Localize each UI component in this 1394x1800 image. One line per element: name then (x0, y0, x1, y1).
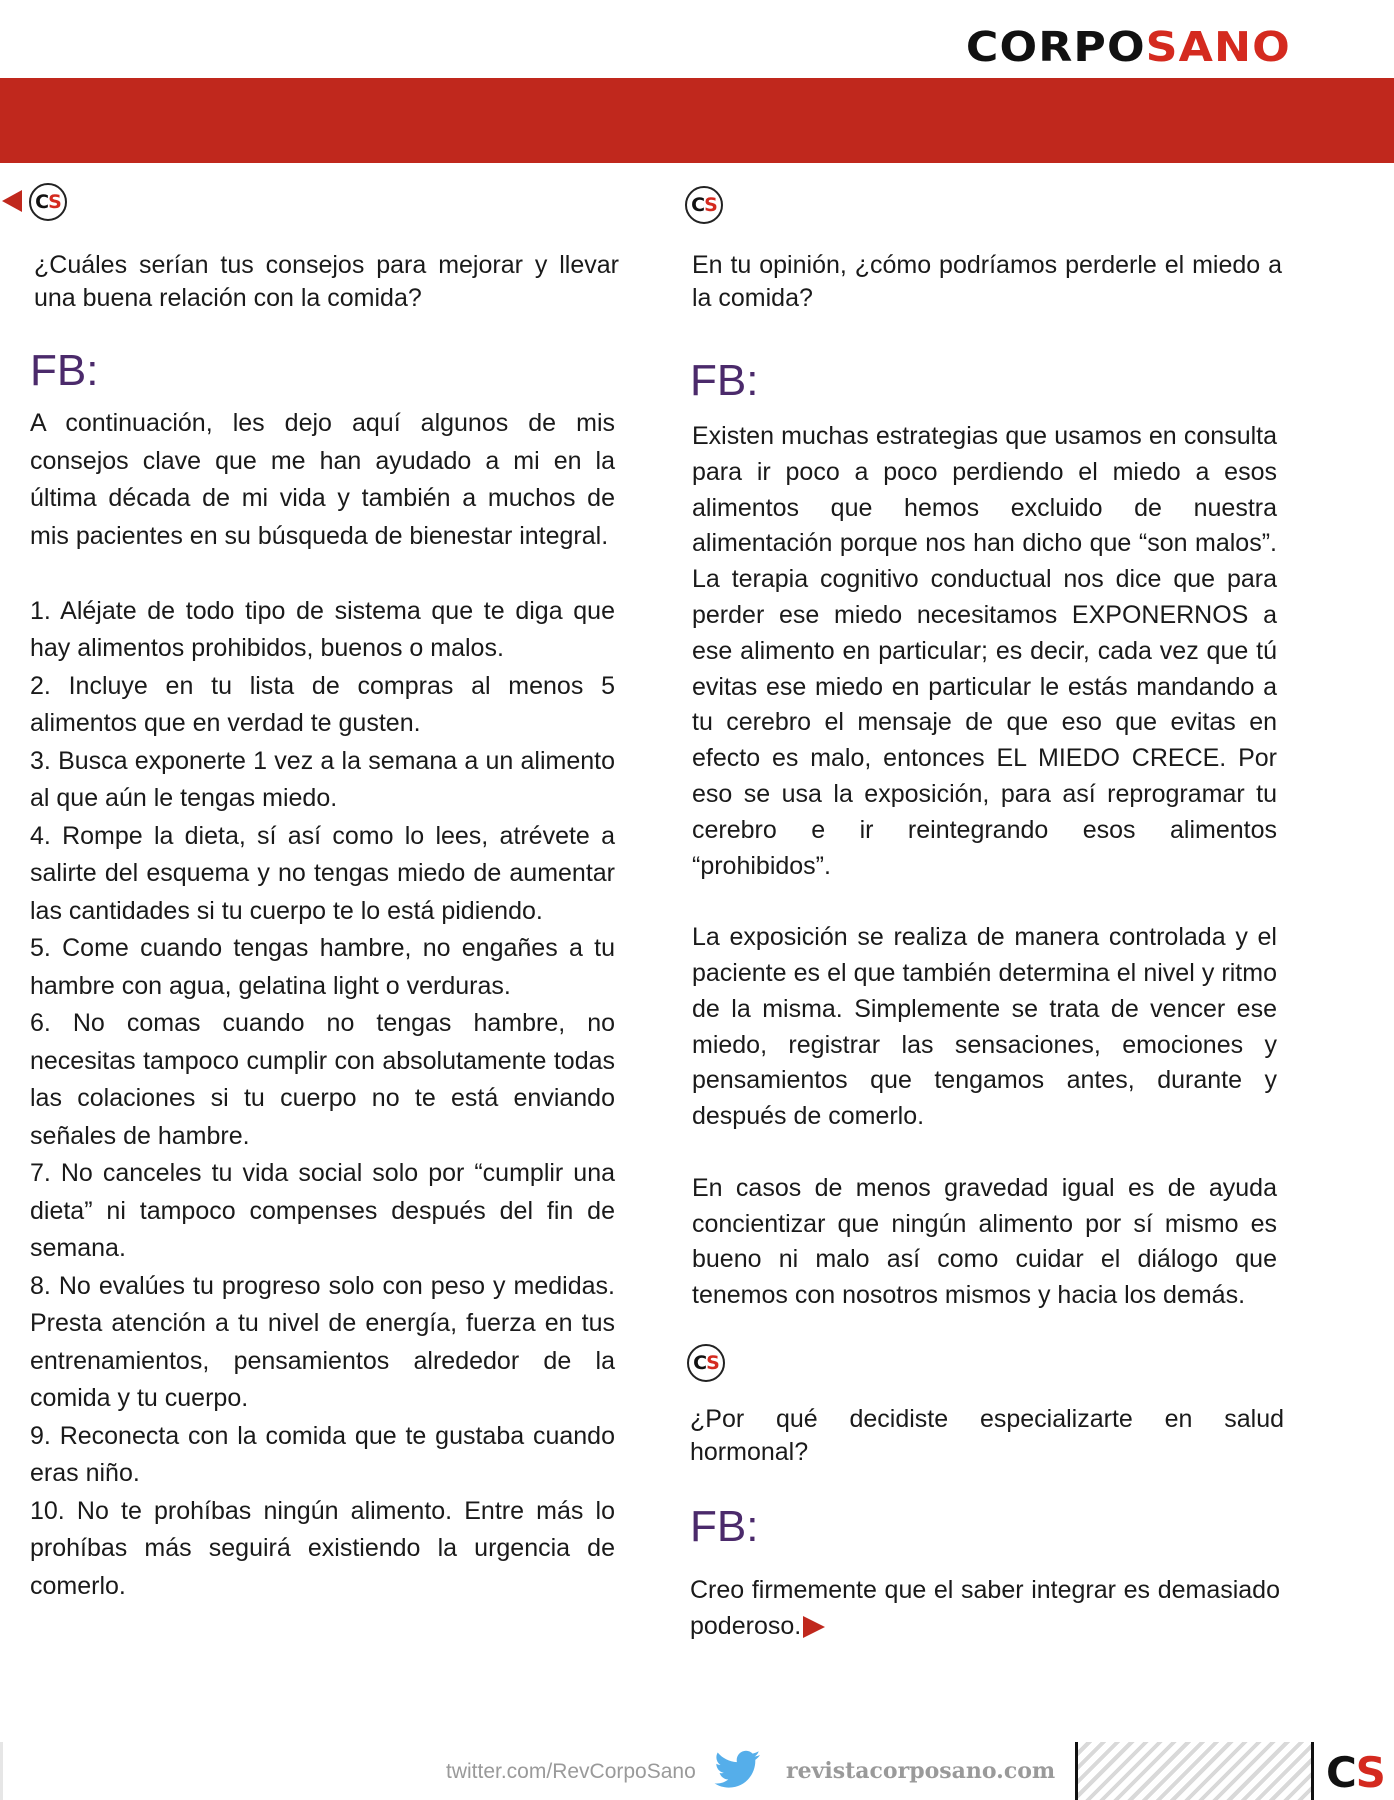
footer (0, 1742, 1394, 1800)
right-answer-label-1: FB: (690, 356, 759, 405)
left-question: ¿Cuáles serían tus consejos para mejorar y llevar una buena relación con la comida? (34, 251, 619, 312)
list-item: 7. No canceles tu vida social solo por “cumplir una dieta” ni tampoco compenses después del fin de semana. (30, 1159, 615, 1262)
right-answer-2-text: Creo firmemente que el saber integrar es demasiado poderoso. (690, 1576, 1280, 1640)
footer-website-link[interactable]: revistacorposano.com (786, 1758, 1056, 1784)
right-answer-label-2: FB: (690, 1502, 759, 1551)
cs-badge-icon: C S (685, 186, 723, 224)
list-item: 9. Reconecta con la comida que te gustaba cuando eras niño. (30, 1421, 615, 1487)
list-item: 5. Come cuando tengas hambre, no engañes a tu hambre con agua, gelatina light o verduras. (30, 934, 615, 1000)
list-item: 2. Incluye en tu lista de compras al menos 5 alimentos que en verdad te gusten. (30, 671, 615, 737)
right-question-2: ¿Por qué decidiste especializarte en salud hormonal? (690, 1405, 1284, 1466)
brand-logo: CORPOSANO (966, 23, 1291, 71)
cs-badge-icon: C S (29, 183, 67, 221)
right-answer-body (692, 419, 1277, 1314)
footer-twitter-link[interactable]: twitter.com/RevCorpoSano (446, 1760, 696, 1783)
header-red-band (0, 78, 1394, 163)
left-intro: A continuación, les dejo aquí algunos de mis consejos clave que me han ayudado a mi en la última década de mi vida y también a muchos de mis pacientes en su búsqueda de bienestar integral. (30, 409, 615, 550)
footer-cs-mark: CS (1326, 1748, 1384, 1797)
prev-page-triangle-icon[interactable] (2, 190, 22, 212)
list-item: 6. No comas cuando no tengas hambre, no necesitas tampoco cumplir con absolutamente todas las colaciones si tu cuerpo no te está enviando señales de hambre. (30, 1009, 615, 1150)
list-item: 1. Aléjate de todo tipo de sistema que te diga que hay alimentos prohibidos, buenos o malos. (30, 596, 615, 662)
list-item: 8. No evalúes tu progreso solo con peso y medidas. Presta atención a tu nivel de energía, fuerza en tus entrenamientos, pensamientos alrededor de la comida y tu cuerpo. (30, 1271, 615, 1412)
left-answer-label: FB: (30, 346, 99, 395)
footer-hatch-pattern (1075, 1742, 1314, 1800)
right-paragraph: La exposición se realiza de manera controlada y el paciente es el que también determina el nivel y ritmo de la misma. Simplemente se trata de vencer ese miedo, registrar las sensaciones, emociones y pensamientos que tengamos antes, durante y después de comerlo. (692, 923, 1277, 1131)
right-paragraph: En casos de menos gravedad igual es de ayuda concientizar que ningún alimento por sí mismo es bueno ni malo así como cuidar el diálogo que tenemos con nosotros mismos y hacia los demás. (692, 1173, 1277, 1310)
right-answer-2 (690, 1573, 1280, 1645)
list-item: 4. Rompe la dieta, sí así como lo lees, atrévete a salirte del esquema y no tengas miedo de aumentar las cantidades si tu cuerpo te lo está pidiendo. (30, 821, 615, 925)
cs-badge-icon: C S (687, 1344, 725, 1382)
left-answer-body (30, 405, 615, 1605)
right-paragraph: Existen muchas estrategias que usamos en consulta para ir poco a poco perdiendo el miedo a esos alimentos que hemos excluido de nuestra alimentación porque nos han dicho que “son malos”. La terapia cognitivo conductual nos dice que para perder ese miedo necesitamos EXPONERNOS a ese alimento en particular; es decir, cada vez que tú evitas ese miedo en particular le estás mandando a tu cerebro el mensaje de que eso que evitas en efecto es malo, entonces EL MIEDO CRECE. Por eso se usa la exposición, para así reprogramar tu cerebro e ir reintegrando esos alimentos “prohibidos”. (692, 422, 1277, 880)
list-item: 3. Busca exponerte 1 vez a la semana a un alimento al que aún le tengas miedo. (30, 746, 615, 812)
list-item: 10. No te prohíbas ningún alimento. Entre más lo prohíbas más seguirá existiendo la urgencia de comerlo. (30, 1496, 615, 1600)
right-question-1: En tu opinión, ¿cómo podríamos perderle el miedo a la comida? (692, 251, 1282, 312)
next-page-triangle-icon[interactable] (803, 1616, 825, 1638)
twitter-bird-icon[interactable] (714, 1750, 762, 1792)
footer-divider (0, 1742, 3, 1800)
